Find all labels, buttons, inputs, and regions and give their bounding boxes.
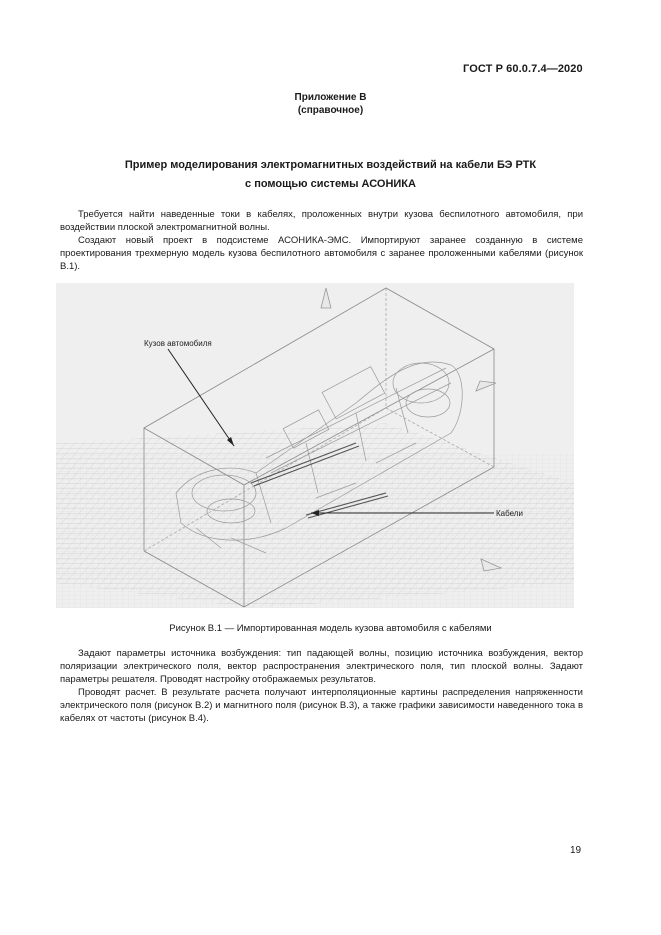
- standard-number: ГОСТ Р 60.0.7.4—2020: [463, 63, 583, 75]
- page-number: 19: [570, 845, 582, 856]
- label-car-body: Кузов автомобиля: [144, 339, 212, 348]
- intro-text: [60, 208, 583, 273]
- body-text: [60, 647, 583, 725]
- heading-line-1: Пример моделирования электромагнитных воздействий на кабели БЭ РТК: [124, 159, 537, 171]
- appendix-subtitle: (справочное): [297, 105, 364, 116]
- appendix-title: Приложение В: [294, 92, 367, 103]
- figure-caption: Рисунок В.1 — Импортированная модель кузова автомобиля с кабелями: [169, 623, 492, 634]
- paragraph: Проводят расчет. В результате расчета получают интерполяционные картины распределения напряженности электрического поля (рисунок В.2) и магнитного поля (рисунок В.3), а также графики зависимости наведенного тока в кабелях от частоты (рисунок В.4).: [60, 687, 583, 724]
- heading-line-2: с помощью системы АСОНИКА: [245, 178, 416, 190]
- paragraph: Создают новый проект в подсистеме АСОНИКА-ЭМС. Импортируют заранее созданную в системе проектирования трехмерную модель кузова беспилотного автомобиля с заранее проложенными кабелями (рисунок В.1).: [60, 235, 583, 272]
- label-cables: Кабели: [496, 509, 523, 518]
- paragraph: Задают параметры источника возбуждения: тип падающей волны, позицию источника возбуждения, вектор поляризации электрического поля, вектор распространения электрического поля, тип плоской волны. Задают параметры решателя. Проводят настройку отображаемых результатов.: [60, 648, 583, 685]
- car-model-illustration: [56, 283, 574, 608]
- paragraph: Требуется найти наведенные токи в кабелях, проложенных внутри кузова беспилотного автомобиля, при воздействии плоской электромагнитной волны.: [60, 209, 583, 233]
- figure-car-model: [56, 283, 574, 608]
